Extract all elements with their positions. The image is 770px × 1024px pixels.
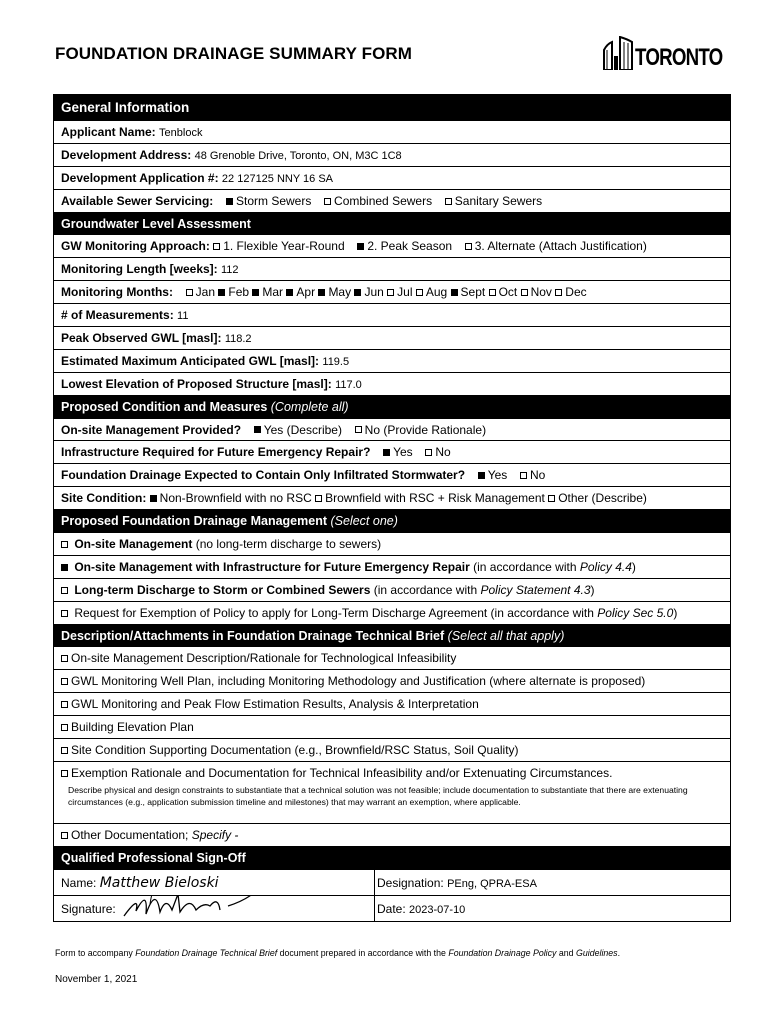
checkbox-management-2[interactable] (61, 564, 68, 571)
storm-label: Storm Sewers (235, 193, 312, 208)
checkbox-dec[interactable] (555, 289, 562, 296)
applicant-label: Applicant Name: (61, 125, 156, 139)
attachment-2-label: GWL Monitoring Well Plan, including Monitoring Methodology and Justification (where alternate is proposed) (71, 674, 646, 689)
infiltrated-no-label: No (530, 468, 546, 483)
attachment-item (54, 715, 730, 738)
name-label: Name: (61, 875, 97, 890)
footer-text-a: Form to accompany (55, 948, 133, 958)
checkbox-attachment-3[interactable] (61, 701, 68, 708)
checkbox-infra-no[interactable] (425, 449, 432, 456)
onsite-label: On-site Management Provided? (61, 422, 242, 437)
month-jul: Jul (397, 285, 413, 300)
section-attachments-header (54, 624, 730, 647)
checkbox-mar[interactable] (252, 289, 259, 296)
management-2-rest: (in accordance with (473, 559, 577, 574)
combined-label: Combined Sewers (334, 193, 433, 208)
other-documentation-row (54, 823, 730, 846)
designation-value[interactable]: PEng, QPRA-ESA (447, 877, 537, 890)
checkbox-approach-1[interactable] (213, 243, 220, 250)
length-label: Monitoring Length [weeks]: (61, 262, 218, 277)
checkbox-management-1[interactable] (61, 541, 68, 548)
approach-1-label: 1. Flexible Year-Round (223, 239, 345, 254)
date-value[interactable]: 2023-07-10 (409, 903, 466, 916)
attachment-3-label: GWL Monitoring and Peak Flow Estimation Results, Analysis & Interpretation (71, 697, 479, 712)
signature-label: Signature: (61, 901, 116, 916)
infra-row (54, 440, 730, 463)
footer-text-f: Guidelines (576, 948, 618, 958)
month-oct: Oct (498, 285, 518, 300)
infiltrated-row (54, 463, 730, 486)
management-4-text: Request for Exemption of Policy to apply for Long-Term Discharge Agreement (in accordance with (74, 605, 594, 620)
month-jun: Jun (364, 285, 384, 300)
address-value[interactable]: 48 Grenoble Drive, Toronto, ON, M3C 1C8 (194, 149, 402, 162)
infra-label: Infrastructure Required for Future Emergency Repair? (61, 445, 371, 460)
application-value[interactable]: 22 127125 NNY 16 SA (221, 172, 334, 185)
month-nov: Nov (530, 285, 552, 300)
attachment-item (61, 766, 730, 780)
month-feb: Feb (228, 285, 250, 300)
months-row (54, 280, 730, 303)
management-3-rest: (in accordance with (373, 582, 478, 597)
measurements-label: # of Measurements: (61, 308, 174, 323)
site-condition-label: Site Condition: (61, 491, 147, 506)
application-label: Development Application #: (61, 170, 219, 185)
infiltrated-yes-label: Yes (487, 468, 508, 483)
date-label: Date: (377, 901, 406, 916)
attachment-6-label: Exemption Rationale and Documentation for Technical Infeasibility and/or Extenuating Circumstances. (71, 765, 613, 780)
checkbox-infiltrated-no[interactable] (520, 472, 527, 479)
checkbox-nov[interactable] (521, 289, 528, 296)
checkbox-approach-3[interactable] (465, 243, 472, 250)
attachment-exemption-block (54, 761, 730, 823)
approach-label: GW Monitoring Approach: (61, 239, 210, 254)
checkbox-attachment-6[interactable] (61, 770, 68, 777)
site-condition-row (54, 486, 730, 509)
applicant-row (54, 120, 730, 143)
checkbox-sept[interactable] (451, 289, 458, 296)
checkbox-jul[interactable] (387, 289, 394, 296)
sewer-row (54, 189, 730, 212)
checkbox-onsite-no[interactable] (355, 426, 362, 433)
exemption-note: Describe physical and design constraints to substantiate that a technical solution was not feasible; include documentation to substantiate that there are extenuating circumstances (e.g., application submission timeline and milestones) that may warrant an exemption, where applicable. (68, 784, 688, 807)
checkbox-apr[interactable] (286, 289, 293, 296)
footer-text-d: Foundation Drainage Policy (448, 948, 557, 958)
management-option-2: On-site Management with Infrastructure for Future Emergency Repair (in accordance with Policy 4.4) (54, 555, 730, 578)
applicant-value[interactable]: Tenblock (159, 127, 203, 139)
max-gwl-label: Estimated Maximum Anticipated GWL [masl]: (61, 353, 320, 368)
max-gwl-row (54, 349, 730, 372)
attachments-header-title: Description/Attachments in Foundation Drainage Technical Brief (61, 628, 445, 643)
attachment-item (54, 692, 730, 715)
handwritten-signature[interactable] (120, 895, 280, 921)
checkbox-may[interactable] (318, 289, 325, 296)
approach-2-label: 2. Peak Season (367, 239, 453, 254)
checkbox-aug[interactable] (416, 289, 423, 296)
section-general-header: General Information (54, 95, 730, 120)
checkbox-site-nonbrownfield[interactable] (150, 495, 157, 502)
management-option-4: Request for Exemption of Policy to apply for Long-Term Discharge Agreement (in accordance with Policy Sec 5.0) (54, 601, 730, 624)
measurements-value[interactable]: 11 (177, 310, 189, 323)
management-4-ref: Policy Sec 5.0 (597, 605, 674, 620)
infra-yes-label: Yes (393, 445, 413, 460)
city-hall-icon (603, 36, 633, 70)
approach-3-label: 3. Alternate (Attach Justification) (474, 239, 647, 254)
logo-text: TORONTO (635, 44, 723, 71)
checkbox-site-brownfield[interactable] (315, 495, 322, 502)
checkbox-infiltrated-yes[interactable] (478, 472, 485, 479)
management-1-bold: On-site Management (74, 537, 193, 552)
checkbox-management-3[interactable] (61, 587, 68, 594)
toronto-logo (603, 34, 747, 70)
other-specify[interactable]: Specify - (191, 827, 239, 842)
management-option-1 (54, 532, 730, 555)
max-gwl-value[interactable]: 119.5 (322, 355, 350, 368)
month-sept: Sept (460, 285, 486, 300)
footer-text-b: Foundation Drainage Technical Brief (135, 948, 278, 958)
address-row (54, 143, 730, 166)
infiltrated-label: Foundation Drainage Expected to Contain Only Infiltrated Stormwater? (61, 468, 466, 483)
attachment-5-label: Site Condition Supporting Documentation (e.g., Brownfield/RSC Status, Soil Quality) (71, 743, 519, 758)
management-1-rest: (no long-term discharge to sewers) (195, 537, 382, 552)
footer-text-e: and (558, 948, 574, 958)
checkbox-site-other[interactable] (548, 495, 555, 502)
lowest-elevation-row (54, 372, 730, 395)
length-row (54, 257, 730, 280)
peak-row (54, 326, 730, 349)
signoff-signature-row (54, 895, 730, 921)
onsite-no-label: No (Provide Rationale) (364, 422, 487, 437)
month-aug: Aug (425, 285, 448, 300)
attachments-header-note: (Select all that apply) (447, 628, 565, 643)
month-jan: Jan (195, 285, 216, 300)
checkbox-storm[interactable] (226, 198, 233, 205)
management-header-title: Proposed Foundation Drainage Management (61, 514, 327, 529)
checkbox-approach-2[interactable] (357, 243, 364, 250)
onsite-row (54, 418, 730, 441)
management-2-ref: Policy 4.4 (579, 559, 632, 574)
peak-value[interactable]: 118.2 (224, 333, 252, 346)
application-row (54, 166, 730, 189)
month-dec: Dec (565, 285, 587, 300)
checkbox-infra-yes[interactable] (383, 449, 390, 456)
name-value[interactable]: Matthew Bieloski (99, 874, 219, 891)
management-3-bold: Long-term Discharge to Storm or Combined Sewers (74, 582, 371, 597)
management-3-ref: Policy Statement 4.3 (480, 582, 591, 597)
month-mar: Mar (262, 285, 284, 300)
footer-note: Form to accompany Foundation Drainage Technical Brief document prepared in accordance with the Foundation Drainage Policy and Guidelines. (55, 948, 621, 958)
proposed-header-title: Proposed Condition and Measures (61, 399, 268, 414)
checkbox-attachment-4[interactable] (61, 724, 68, 731)
lowest-elevation-value[interactable]: 117.0 (335, 378, 362, 391)
sewer-label: Available Sewer Servicing: (61, 193, 214, 208)
site-nonbrownfield-label: Non-Brownfield with no RSC (159, 491, 312, 506)
management-option-3: Long-term Discharge to Storm or Combined Sewers (in accordance with Policy Statement 4.3) (54, 578, 730, 601)
address-label: Development Address: (61, 147, 192, 162)
months-label: Monitoring Months: (61, 285, 173, 300)
form-title: FOUNDATION DRAINAGE SUMMARY FORM (55, 44, 413, 63)
footer-date: November 1, 2021 (55, 974, 138, 985)
month-may: May (328, 285, 352, 300)
checkbox-jan[interactable] (186, 289, 193, 296)
section-groundwater-header: Groundwater Level Assessment (54, 212, 730, 235)
management-header-note: (Select one) (330, 514, 398, 529)
checkbox-onsite-yes[interactable] (254, 426, 261, 433)
attachment-1-label: On-site Management Description/Rationale for Technological Infeasibility (71, 651, 457, 666)
checkbox-attachment-5[interactable] (61, 747, 68, 754)
management-2-bold: On-site Management with Infrastructure for Future Emergency Repair (74, 559, 470, 574)
checkbox-attachment-1[interactable] (61, 655, 68, 662)
approach-row (54, 234, 730, 257)
section-signoff-header: Qualified Professional Sign-Off (54, 846, 730, 869)
checkbox-oct[interactable] (489, 289, 496, 296)
checkbox-feb[interactable] (218, 289, 225, 296)
lowest-elevation-label: Lowest Elevation of Proposed Structure [masl]: (61, 376, 332, 391)
measurements-row (54, 303, 730, 326)
month-apr: Apr (296, 285, 316, 300)
proposed-header-note: (Complete all) (270, 399, 349, 414)
other-documentation-label: Other Documentation; (71, 827, 189, 842)
site-other-label: Other (Describe) (558, 491, 647, 506)
peak-label: Peak Observed GWL [masl]: (61, 331, 222, 346)
onsite-yes-label: Yes (Describe) (263, 422, 342, 437)
sanitary-label: Sanitary Sewers (454, 193, 543, 208)
checkbox-attachment-2[interactable] (61, 678, 68, 685)
attachment-item (54, 738, 730, 761)
drainage-form (53, 94, 731, 922)
checkbox-jun[interactable] (354, 289, 361, 296)
checkbox-management-4[interactable] (61, 610, 68, 617)
attachment-4-label: Building Elevation Plan (71, 720, 194, 735)
attachment-item (54, 669, 730, 692)
designation-label: Designation: (377, 875, 444, 890)
footer-text-c: document prepared in accordance with the (279, 948, 446, 958)
section-proposed-header (54, 395, 730, 418)
infra-no-label: No (435, 445, 451, 460)
checkbox-sanitary[interactable] (445, 198, 452, 205)
length-value[interactable]: 112 (221, 264, 239, 277)
checkbox-other-documentation[interactable] (61, 832, 68, 839)
checkbox-combined[interactable] (324, 198, 331, 205)
section-management-header (54, 509, 730, 532)
site-brownfield-label: Brownfield with RSC + Risk Management (325, 491, 545, 506)
attachment-item (54, 646, 730, 669)
signoff-name-row (54, 869, 730, 895)
